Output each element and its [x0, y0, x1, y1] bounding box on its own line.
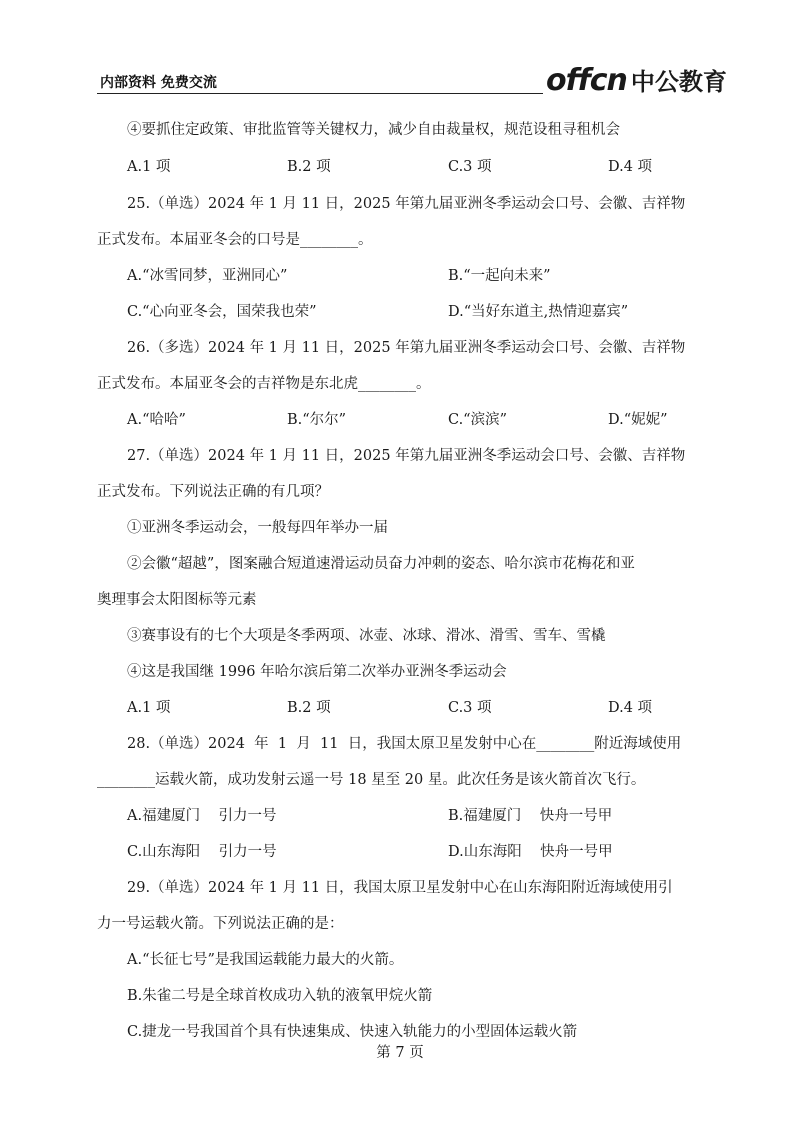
q25-option-c: C.“心向亚冬会，国荣我也荣” — [127, 304, 317, 320]
q28-option-c: C.山东海阳 引力一号 — [127, 844, 277, 860]
header-rule — [97, 93, 543, 94]
q27-option-c: C.3 项 — [448, 700, 492, 716]
q24-statement-4: ④要抓住定政策、审批监管等关键权力，减少自由裁量权，规范设租寻租机会 — [127, 122, 620, 138]
q25-option-a: A.“冰雪同梦，亚洲同心” — [127, 268, 288, 284]
q28-option-d: D.山东海阳 快舟一号甲 — [448, 844, 613, 860]
q27-statement-4: ④这是我国继 1996 年哈尔滨后第二次举办亚洲冬季运动会 — [127, 664, 507, 680]
q29-option-c: C.捷龙一号我国首个具有快速集成、快速入轨能力的小型固体运载火箭 — [127, 1024, 578, 1040]
q27-statement-2-line1: ②会徽“超越”，图案融合短道速滑运动员奋力冲刺的姿态、哈尔滨市花梅花和亚 — [127, 556, 635, 572]
q26-option-d: D.“妮妮” — [608, 412, 668, 428]
header-label: 内部资料 免费交流 — [100, 75, 217, 91]
q27-statement-1: ①亚洲冬季运动会，一般每四年举办一届 — [127, 520, 388, 536]
q24-option-a: A.1 项 — [127, 159, 171, 175]
q24-option-c: C.3 项 — [448, 159, 492, 175]
logo-name: 中公教育 — [630, 68, 727, 96]
q26-option-a: A.“哈哈” — [127, 412, 186, 428]
q25-option-b: B.“一起向未来” — [448, 268, 551, 284]
q25-stem-line1: 25.（单选）2024 年 1 月 11 日，2025 年第九届亚洲冬季运动会口号、会徽、吉祥物 — [127, 196, 686, 212]
q27-stem-line2: 正式发布。下列说法正确的有几项？ — [97, 484, 329, 500]
q27-option-b: B.2 项 — [287, 700, 331, 716]
q25-stem-line2: 正式发布。本届亚冬会的口号是________。 — [97, 232, 373, 248]
q29-stem-line2: 力一号运载火箭。下列说法正确的是： — [97, 916, 344, 932]
q29-option-b: B.朱雀二号是全球首枚成功入轨的液氧甲烷火箭 — [127, 988, 433, 1004]
logo-mark: offcn — [546, 63, 627, 98]
q26-option-b: B.“尔尔” — [287, 412, 347, 428]
q27-option-a: A.1 项 — [127, 700, 171, 716]
q29-option-a: A.“长征七号”是我国运载能力最大的火箭。 — [127, 952, 404, 968]
q27-statement-2-line2: 奥理事会太阳图标等元素 — [97, 592, 257, 608]
q25-option-d: D.“当好东道主,热情迎嘉宾” — [448, 304, 629, 320]
q28-stem-line2: ________运载火箭，成功发射云遥一号 18 星至 20 星。此次任务是该火箭首次飞行。 — [97, 772, 646, 788]
page-number: 第 7 页 — [376, 1045, 424, 1061]
q28-option-b: B.福建厦门 快舟一号甲 — [448, 808, 613, 824]
q26-stem-line1: 26.（多选）2024 年 1 月 11 日，2025 年第九届亚洲冬季运动会口号、会徽、吉祥物 — [127, 340, 686, 356]
q26-stem-line2: 正式发布。本届亚冬会的吉祥物是东北虎________。 — [97, 376, 431, 392]
q27-stem-line1: 27.（单选）2024 年 1 月 11 日，2025 年第九届亚洲冬季运动会口号、会徽、吉祥物 — [127, 448, 686, 464]
q28-stem-line1: 28.（单选）2024 年 1 月 11 日，我国太原卫星发射中心在________附近海域使用 — [127, 736, 682, 752]
q28-option-a: A.福建厦门 引力一号 — [127, 808, 277, 824]
q27-option-d: D.4 项 — [608, 700, 653, 716]
q27-statement-3: ③赛事设有的七个大项是冬季两项、冰壶、冰球、滑冰、滑雪、雪车、雪橇 — [127, 628, 606, 644]
q29-stem-line1: 29.（单选）2024 年 1 月 11 日，我国太原卫星发射中心在山东海阳附近海域使用引 — [127, 880, 673, 896]
offcn-logo — [546, 60, 727, 96]
q24-option-b: B.2 项 — [287, 159, 331, 175]
q24-option-d: D.4 项 — [608, 159, 653, 175]
q26-option-c: C.“滨滨” — [448, 412, 508, 428]
